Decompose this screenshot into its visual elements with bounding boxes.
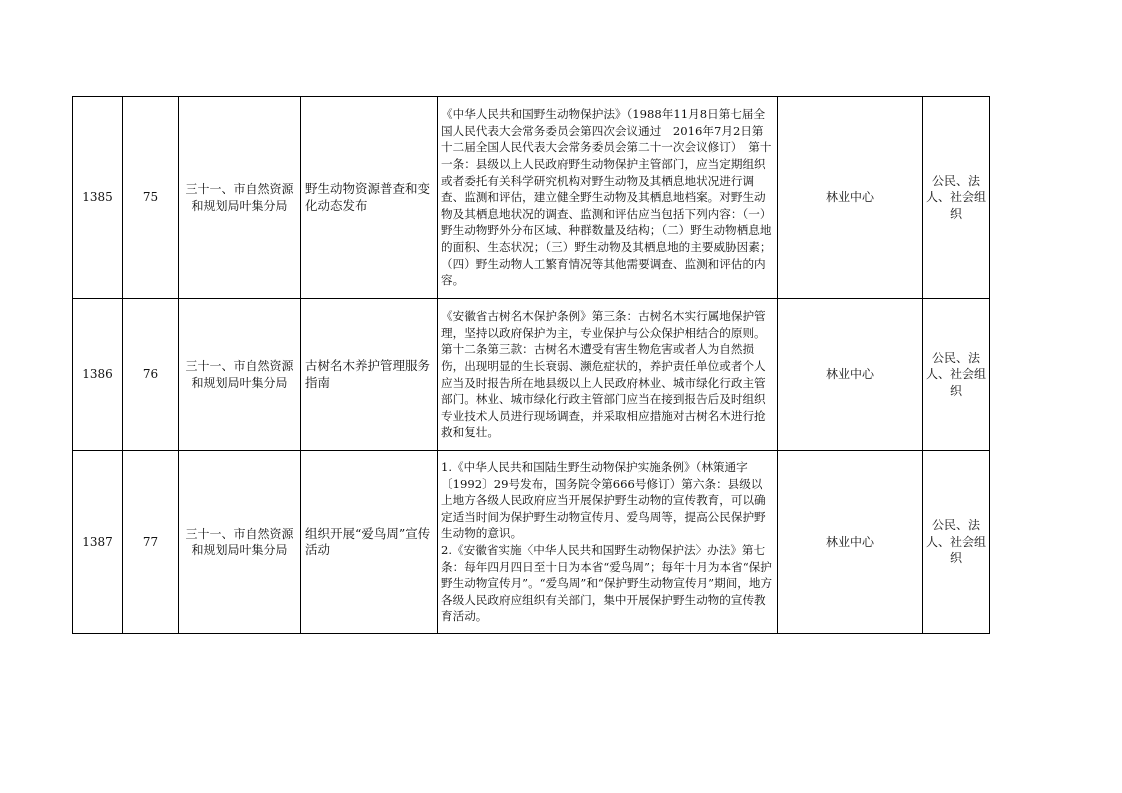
legal-basis-paragraph: 1.《中华人民共和国陆生野生动物保护实施条例》（林策通字〔1992〕29号发布，国务院令第666号修订）第六条：县级以上地方各级人民政府应当开展保护野生动物的宣传教育，可以确定适当时间为保护野生动物宣传月、爱鸟周等，提高公民保护野生动物的意识。	[441, 460, 766, 541]
table-row	[73, 451, 990, 634]
legal-basis-paragraph: 2.《安徽省实施〈中华人民共和国野生动物保护法〉办法》第七条：每年四月四日至十日为本省“爱鸟周”；每年十月为本省“保护野生动物宣传月”。“爱鸟周”和“保护野生动物宣传月”期间，地方各级人民政府应组织有关部门，集中开展保护野生动物的宣传教育活动。	[441, 543, 773, 624]
item-name-cell: 组织开展“爱鸟周”宣传活动	[301, 451, 438, 634]
item-name-cell: 古树名木养护管理服务指南	[301, 299, 438, 451]
sub-seq-cell: 75	[123, 97, 179, 299]
responsible-unit-cell: 林业中心	[778, 299, 923, 451]
service-target-cell: 公民、法人、社会组织	[923, 97, 990, 299]
legal-basis-cell	[438, 299, 778, 451]
public-service-list-table	[72, 96, 990, 634]
legal-basis-cell	[438, 97, 778, 299]
sub-seq-cell: 77	[123, 451, 179, 634]
department-cell: 三十一、市自然资源和规划局叶集分局	[179, 299, 301, 451]
department-cell: 三十一、市自然资源和规划局叶集分局	[179, 451, 301, 634]
legal-basis-paragraph: 《安徽省古树名木保护条例》第三条：古树名木实行属地保护管理，坚持以政府保护为主，专业保护与公众保护相结合的原则。第十二条第三款：古树名木遭受有害生物危害或者人为自然损伤，出现明显的生长衰弱、濒危症状的，养护责任单位或者个人应当及时报告所在地县级以上人民政府林业、城市绿化行政主管部门。林业、城市绿化行政主管部门应当在接到报告后及时组织专业技术人员进行现场调查，并采取相应措施对古树名木进行抢救和复壮。	[441, 309, 766, 440]
legal-basis-paragraph: 《中华人民共和国野生动物保护法》（1988年11月8日第七届全国人民代表大会常务委员会第四次会议通过 2016年7月2日第十二届全国人民代表大会常务委员会第二十一次会议修订） 第十一条：县级以上人民政府野生动物保护主管部门，应当定期组织或者委托有关科学研究机构对野生动物及其栖息地状况进行调查、监测和评估，建立健全野生动物及其栖息地档案。对野生动物及其栖息地状况的调查、监测和评估应当包括下列内容：（一）野生动物野外分布区域、种群数量及结构；（二）野生动物栖息地的面积、生态状况；（三）野生动物及其栖息地的主要威胁因素；（四）野生动物人工繁育情况等其他需要调查、监测和评估的内容。	[441, 107, 772, 288]
table-row	[73, 97, 990, 299]
service-target-cell: 公民、法人、社会组织	[923, 451, 990, 634]
responsible-unit-cell: 林业中心	[778, 97, 923, 299]
sub-seq-cell: 76	[123, 299, 179, 451]
seq-cell: 1387	[73, 451, 123, 634]
department-cell: 三十一、市自然资源和规划局叶集分局	[179, 97, 301, 299]
table-row	[73, 299, 990, 451]
seq-cell: 1386	[73, 299, 123, 451]
item-name-cell: 野生动物资源普查和变化动态发布	[301, 97, 438, 299]
legal-basis-cell	[438, 451, 778, 634]
service-target-cell: 公民、法人、社会组织	[923, 299, 990, 451]
responsible-unit-cell: 林业中心	[778, 451, 923, 634]
seq-cell: 1385	[73, 97, 123, 299]
